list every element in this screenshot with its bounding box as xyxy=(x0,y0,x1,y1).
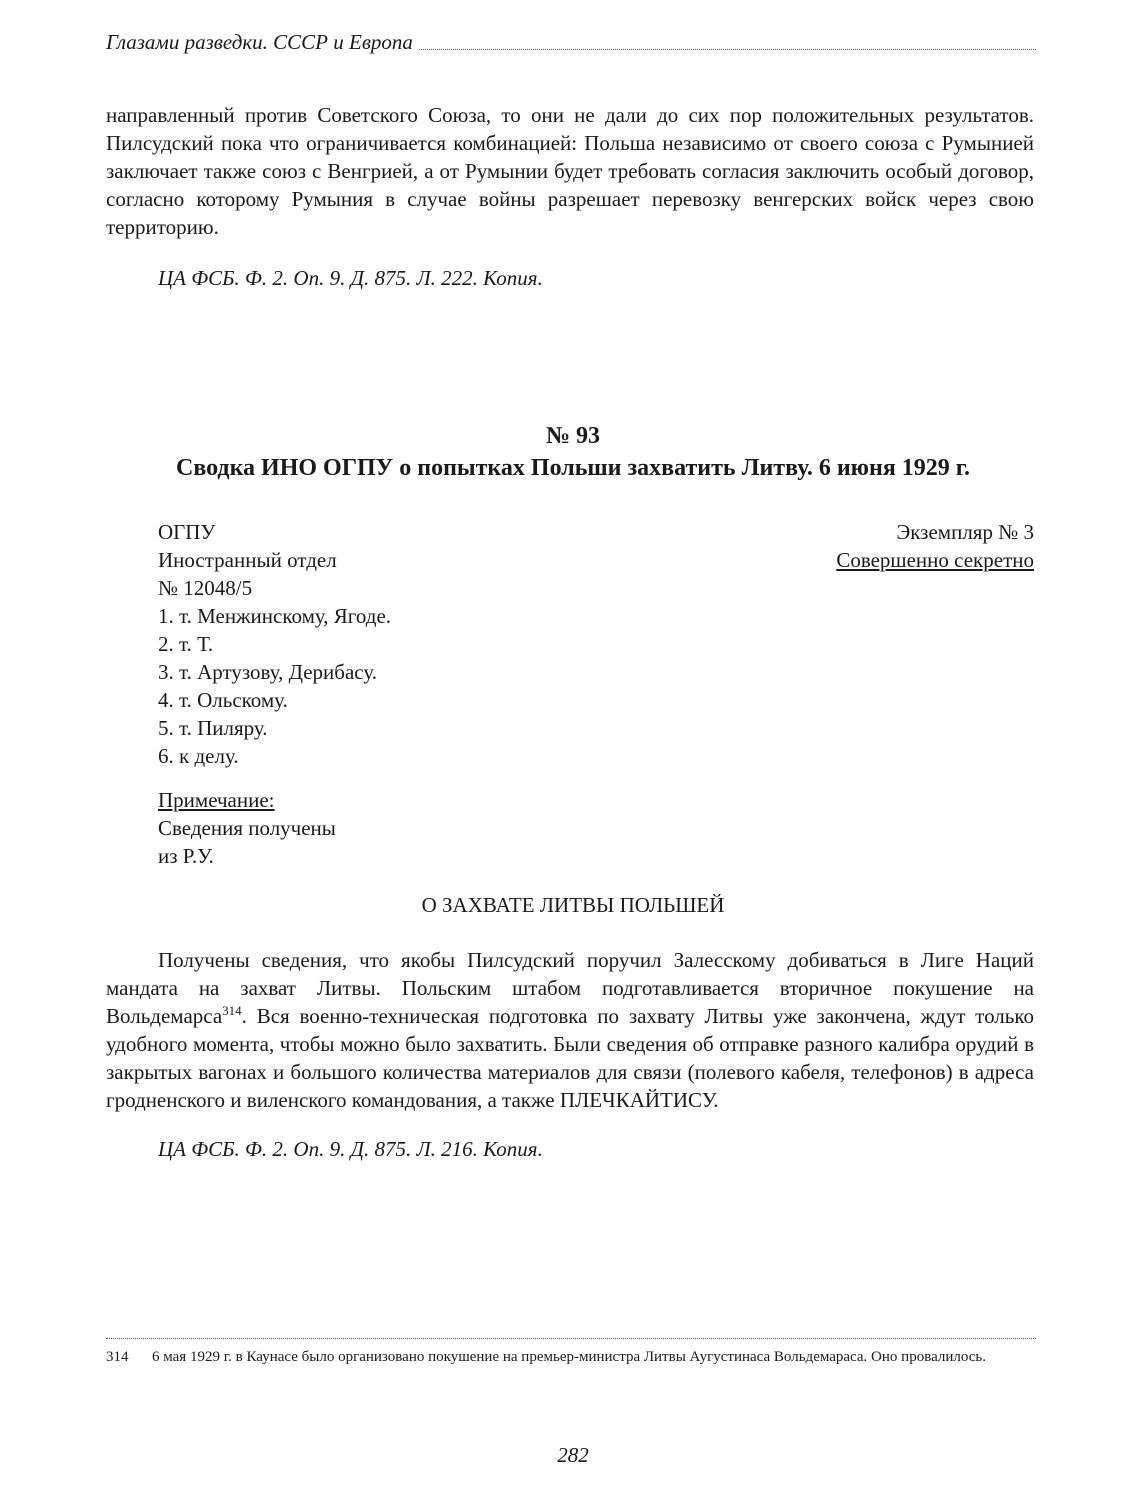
distribution-item: 4. т. Ольскому. xyxy=(158,688,288,712)
copy-number: Экземпляр № 3 xyxy=(896,520,1034,544)
footnote-text: 6 мая 1929 г. в Каунасе было организовано покушение на премьер-министра Литвы Аугустинаса Вольдемараса. Оно провалилось. xyxy=(152,1349,986,1365)
page-number: 282 xyxy=(557,1443,589,1467)
classification-block xyxy=(836,518,1034,574)
body-text-part1: Получены сведения, что якобы Пилсудский поручил Залесскому добиваться в Лиге Наций мандата на захват Литвы. Польским штабом подготавливается вторичное покушение на Вольдемарса xyxy=(106,948,1034,1028)
note-line: из Р.У. xyxy=(158,844,214,868)
document-title: Сводка ИНО ОГПУ о попытках Польши захватить Литву. 6 июня 1929 г. xyxy=(175,455,970,481)
intro-paragraph: направленный против Советского Союза, то они не дали до сих пор положительных результатов. Пилсудский пока что ограничивается комбинацией: Польша независимо от своего союза с Румынией заключает также союз с Венгрией, а от Румынии будет требовать согласия заключить особый договор, согласно которому Румыния в случае войны разрешает перевозку венгерских войск через свою территорию. xyxy=(106,103,1034,239)
sender-department: Иностранный отдел xyxy=(158,548,337,572)
note-line: Сведения получены xyxy=(158,816,336,840)
header-rule xyxy=(419,49,1036,50)
footnote xyxy=(106,1349,986,1366)
section-heading: О ЗАХВАТЕ ЛИТВЫ ПОЛЬШЕЙ xyxy=(421,893,725,917)
archive-source-2: ЦА ФСБ. Ф. 2. Оп. 9. Д. 875. Л. 216. Копия. xyxy=(158,1137,543,1161)
sender-reference-number: № 12048/5 xyxy=(158,576,253,600)
document-number: № 93 xyxy=(545,423,601,449)
note-label: Примечание: xyxy=(158,788,275,812)
footnote-number: 314 xyxy=(106,1349,129,1365)
running-header xyxy=(106,30,1036,55)
distribution-item: 1. т. Менжинскому, Ягоде. xyxy=(158,604,392,628)
sender-block xyxy=(158,518,391,770)
body-paragraph xyxy=(106,946,1034,1114)
distribution-item: 2. т. Т. xyxy=(158,632,214,656)
archive-source-1: ЦА ФСБ. Ф. 2. Оп. 9. Д. 875. Л. 222. Копия. xyxy=(158,266,543,290)
distribution-item: 6. к делу. xyxy=(158,744,239,768)
note-block xyxy=(158,786,336,870)
footnote-reference: 314 xyxy=(222,1003,242,1018)
running-title: Глазами разведки. СССР и Европа xyxy=(106,30,413,54)
sender-org: ОГПУ xyxy=(158,520,216,544)
classification-label: Совершенно секретно xyxy=(836,548,1034,572)
footnote-rule xyxy=(106,1338,1036,1339)
distribution-item: 5. т. Пиляру. xyxy=(158,716,268,740)
distribution-item: 3. т. Артузову, Дерибасу. xyxy=(158,660,377,684)
body-text-part2: . Вся военно-техническая подготовка по захвату Литвы уже закончена, ждут только удобного момента, чтобы можно было захватить. Были сведения об отправке разного калибра орудий в закрытых вагонах и большого количества материалов для связи (полевого кабеля, телефонов) в адреса гродненского и виленского командования, а также ПЛЕЧКАЙТИСУ. xyxy=(106,1004,1034,1112)
